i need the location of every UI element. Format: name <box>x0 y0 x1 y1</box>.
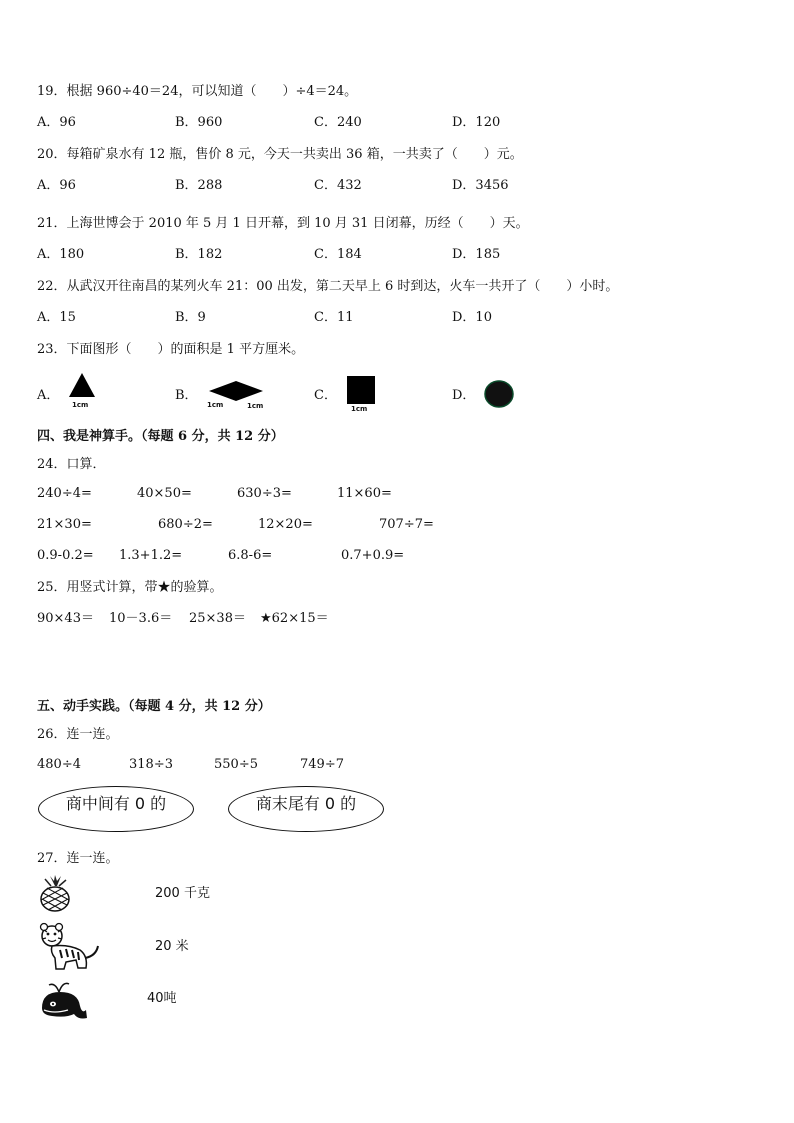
q26-item: 318÷3 <box>129 757 173 772</box>
square-unit-label: 1cm <box>351 405 368 413</box>
q20-option-c[interactable]: C．432 <box>314 178 362 193</box>
q23-option-c[interactable]: C． <box>314 388 337 403</box>
oval-quotient-end-zero-label: 商末尾有 0 的 <box>255 794 357 813</box>
section-5-title: 五、动手实践。（每题 4 分，共 12 分） <box>37 699 271 714</box>
q24-item: 6.8-6= <box>228 548 273 563</box>
rhombus-unit-label-left: 1cm <box>207 401 224 409</box>
q27-text: 27．连一连。 <box>37 851 119 866</box>
q21-text: 21．上海世博会于 2010 年 5 月 1 日开幕，到 10 月 31 日闭幕，历经（ ）天。 <box>37 216 529 231</box>
q23-option-b[interactable]: B． <box>175 388 198 403</box>
q23-option-a[interactable]: A． <box>37 388 60 403</box>
q24-item: 12×20= <box>258 517 313 532</box>
q21-option-b[interactable]: B．182 <box>175 247 223 262</box>
q22-option-a[interactable]: A．15 <box>37 310 76 325</box>
q24-text: 24．口算． <box>37 457 106 472</box>
q22-option-d[interactable]: D．10 <box>452 310 492 325</box>
q21-option-d[interactable]: D．185 <box>452 247 501 262</box>
q20-text: 20．每箱矿泉水有 12 瓶，售价 8 元，今天一共卖出 36 箱，一共卖了（ ）元。 <box>37 147 523 162</box>
q23-text: 23．下面图形（ ）的面积是 1 平方厘米。 <box>37 342 305 357</box>
q22-option-b[interactable]: B．9 <box>175 310 206 325</box>
q26-text: 26．连一连。 <box>37 727 119 742</box>
oval-quotient-middle-zero[interactable] <box>38 786 194 832</box>
q27-label: 40吨 <box>147 991 177 1006</box>
q27-label: 200 千克 <box>155 886 210 901</box>
q26-item: 480÷4 <box>37 757 81 772</box>
q24-item: 707÷7= <box>379 517 434 532</box>
q24-item: 11×60= <box>337 486 392 501</box>
q25-item: 25×38＝ <box>189 611 246 626</box>
triangle-shape-icon <box>68 372 96 398</box>
q19-option-a[interactable]: A．96 <box>37 115 76 130</box>
q22-text: 22．从武汉开往南昌的某列火车 21：00 出发，第二天早上 6 时到达，火车一共开了（ ）小时。 <box>37 279 619 294</box>
tiger-icon <box>38 922 100 972</box>
q19-option-b[interactable]: B．960 <box>175 115 223 130</box>
q19-text: 19．根据 960÷40＝24，可以知道（ ）÷4＝24。 <box>37 84 358 99</box>
q20-option-b[interactable]: B．288 <box>175 178 223 193</box>
square-shape-icon <box>346 375 376 405</box>
q24-item: 40×50= <box>137 486 192 501</box>
q22-option-c[interactable]: C．11 <box>314 310 354 325</box>
q25-item: ★62×15＝ <box>260 611 329 626</box>
q24-item: 680÷2= <box>158 517 213 532</box>
q23-option-d[interactable]: D． <box>452 388 476 403</box>
whale-icon <box>38 980 88 1020</box>
rhombus-shape-icon <box>208 380 264 402</box>
q25-item: 90×43＝ <box>37 611 94 626</box>
q24-item: 240÷4= <box>37 486 92 501</box>
q24-item: 630÷3= <box>237 486 292 501</box>
q19-option-d[interactable]: D．120 <box>452 115 501 130</box>
oval-quotient-middle-zero-label: 商中间有 0 的 <box>65 794 167 813</box>
q20-option-a[interactable]: A．96 <box>37 178 76 193</box>
pineapple-icon <box>38 875 72 913</box>
triangle-unit-label: 1cm <box>72 401 89 409</box>
oval-quotient-end-zero[interactable] <box>228 786 384 832</box>
q24-item: 0.9-0.2= <box>37 548 94 563</box>
q21-option-c[interactable]: C．184 <box>314 247 362 262</box>
q27-label: 20 米 <box>155 939 189 954</box>
circle-shape-icon <box>483 379 515 409</box>
q24-item: 1.3+1.2= <box>119 548 183 563</box>
q25-item: 10－3.6＝ <box>109 611 173 626</box>
q21-option-a[interactable]: A．180 <box>37 247 85 262</box>
q25-text: 25．用竖式计算，带★的验算。 <box>37 580 223 595</box>
q24-item: 21×30= <box>37 517 92 532</box>
q19-option-c[interactable]: C．240 <box>314 115 362 130</box>
section-4-title: 四、我是神算手。（每题 6 分，共 12 分） <box>37 429 284 444</box>
rhombus-unit-label-right: 1cm <box>247 402 264 410</box>
q26-item: 749÷7 <box>300 757 344 772</box>
q20-option-d[interactable]: D．3456 <box>452 178 509 193</box>
q24-item: 0.7+0.9= <box>341 548 405 563</box>
q26-item: 550÷5 <box>214 757 258 772</box>
